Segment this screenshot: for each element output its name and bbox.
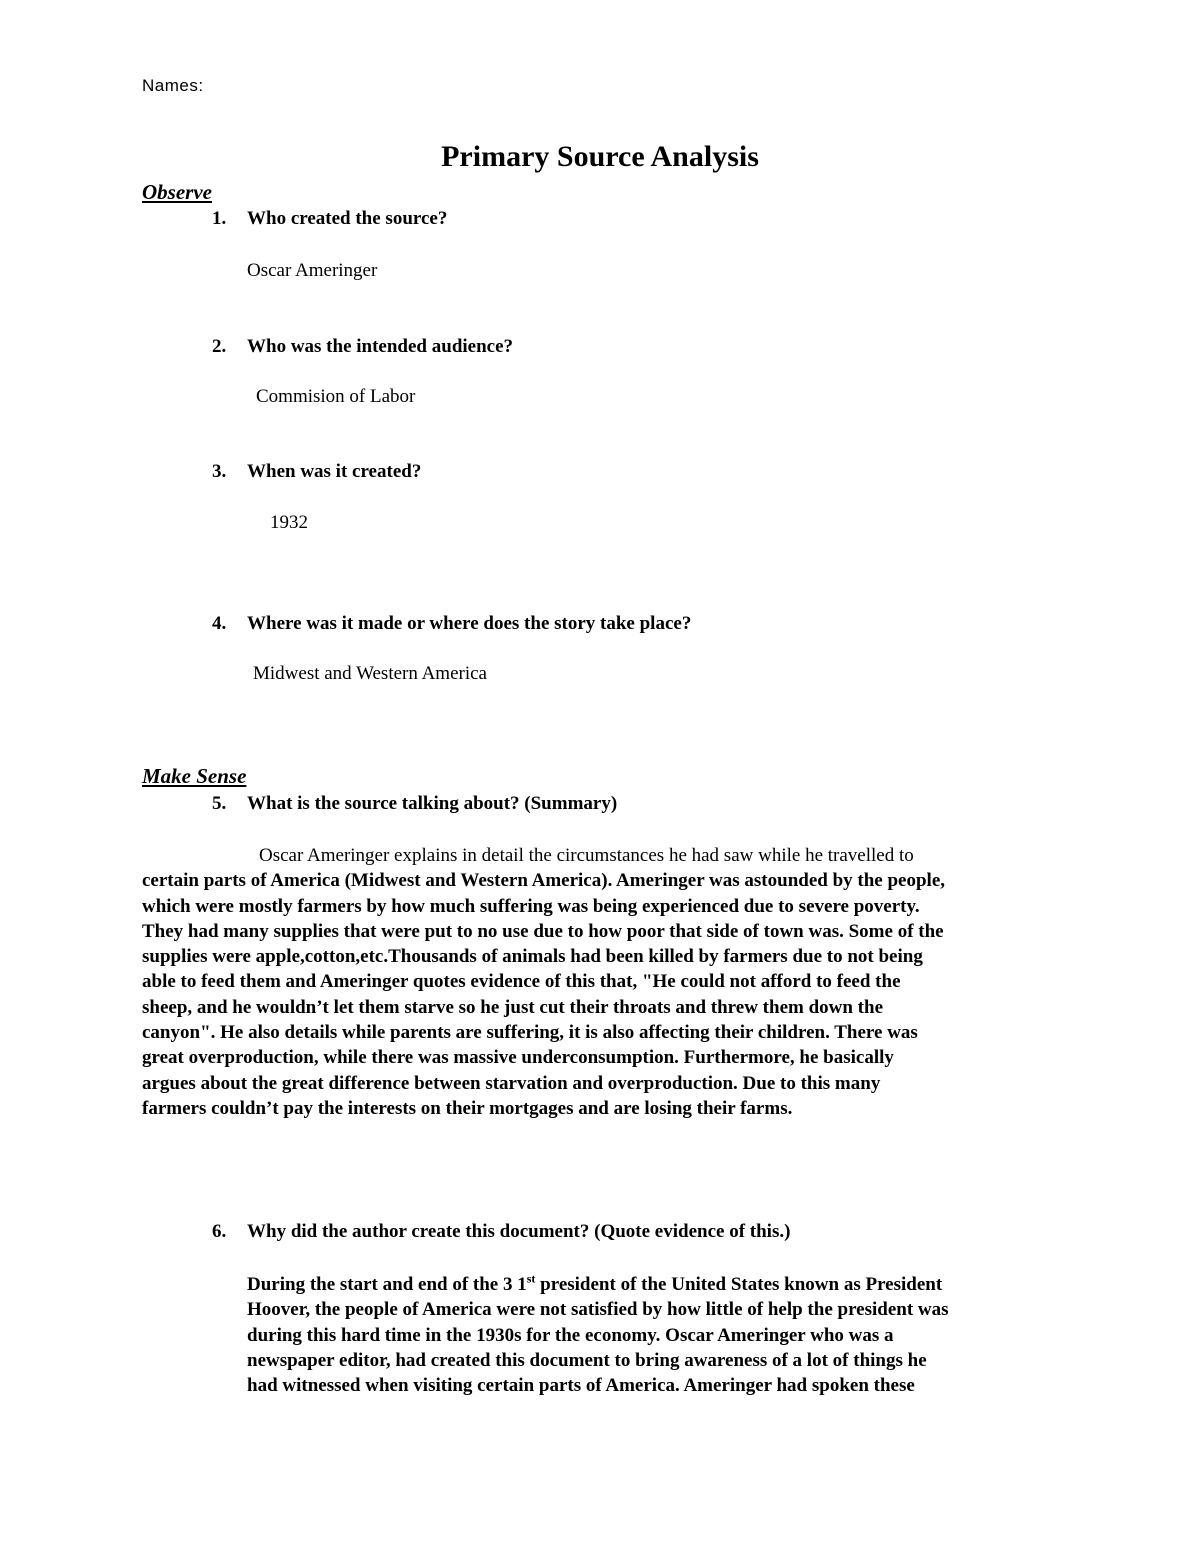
section-make-sense: Make Sense [142,764,247,788]
question-text: When was it created? [247,461,422,482]
summary-line: great overproduction, while there was massive underconsumption. Furthermore, he basically [142,1047,894,1069]
question-text: Who created the source? [247,208,448,229]
summary-line: farmers couldn’t pay the interests on their mortgages and are losing their farms. [142,1097,793,1119]
summary-line: certain parts of America (Midwest and Western America). Ameringer was astounded by the people, [142,870,946,892]
answer-4: Midwest and Western America [253,663,487,684]
question-5 [212,793,617,815]
question-number: 1. [212,208,227,229]
question-text: Where was it made or where does the story take place? [247,613,692,634]
q6-answer-paragraph [247,1272,949,1398]
question-1 [212,208,447,230]
names-label: Names: [142,76,204,95]
question-number: 6. [212,1221,227,1242]
question-text: Who was the intended audience? [247,336,514,357]
page-title: Primary Source Analysis [441,140,759,173]
q6-answer-line: newspaper editor, had created this document to bring awareness of a lot of things he [247,1349,927,1371]
q6-line1-start: During the start and end of the 3 1 [247,1274,527,1295]
question-2 [212,336,513,358]
q6-line1-end: president of the United States known as President [535,1274,943,1295]
summary-line: which were mostly farmers by how much suffering was being experienced due to severe poverty. [142,895,920,917]
answer-1: Oscar Ameringer [247,260,378,281]
q6-answer-line [247,1272,949,1297]
question-3 [212,461,421,483]
answer-3: 1932 [270,512,308,533]
question-number: 3. [212,461,227,482]
question-number: 4. [212,613,227,634]
question-number: 5. [212,793,227,814]
section-observe: Observe [142,180,212,204]
question-number: 2. [212,336,227,357]
question-text: What is the source talking about? (Summary) [247,793,618,814]
summary-line: supplies were apple,cotton,etc.Thousands of animals had been killed by farmers due to not being [142,946,923,968]
question-6 [212,1221,790,1243]
summary-paragraph [142,843,945,1121]
answer-2: Commision of Labor [256,386,416,407]
summary-line: argues about the great difference between starvation and overproduction. Due to this many [142,1072,881,1094]
summary-line: canyon". He also details while parents are suffering, it is also affecting their children. There was [142,1022,918,1044]
q6-answer-line: Hoover, the people of America were not satisfied by how little of help the president was [247,1299,949,1321]
summary-line: able to feed them and Ameringer quotes evidence of this that, "He could not afford to feed the [142,971,901,993]
summary-line: sheep, and he wouldn’t let them starve so he just cut their throats and threw them down the [142,996,884,1018]
question-text: Why did the author create this document? (Quote evidence of this.) [247,1221,791,1242]
q6-answer-line: during this hard time in the 1930s for the economy. Oscar Ameringer who was a [247,1324,894,1346]
q6-answer-line: had witnessed when visiting certain parts of America. Ameringer had spoken these [247,1375,915,1397]
question-4 [212,613,691,635]
ordinal-suffix: st [526,1271,536,1286]
summary-line: Oscar Ameringer explains in detail the circumstances he had saw while he travelled to [259,845,914,866]
summary-line: They had many supplies that were put to no use due to how poor that side of town was. Some of the [142,920,944,942]
